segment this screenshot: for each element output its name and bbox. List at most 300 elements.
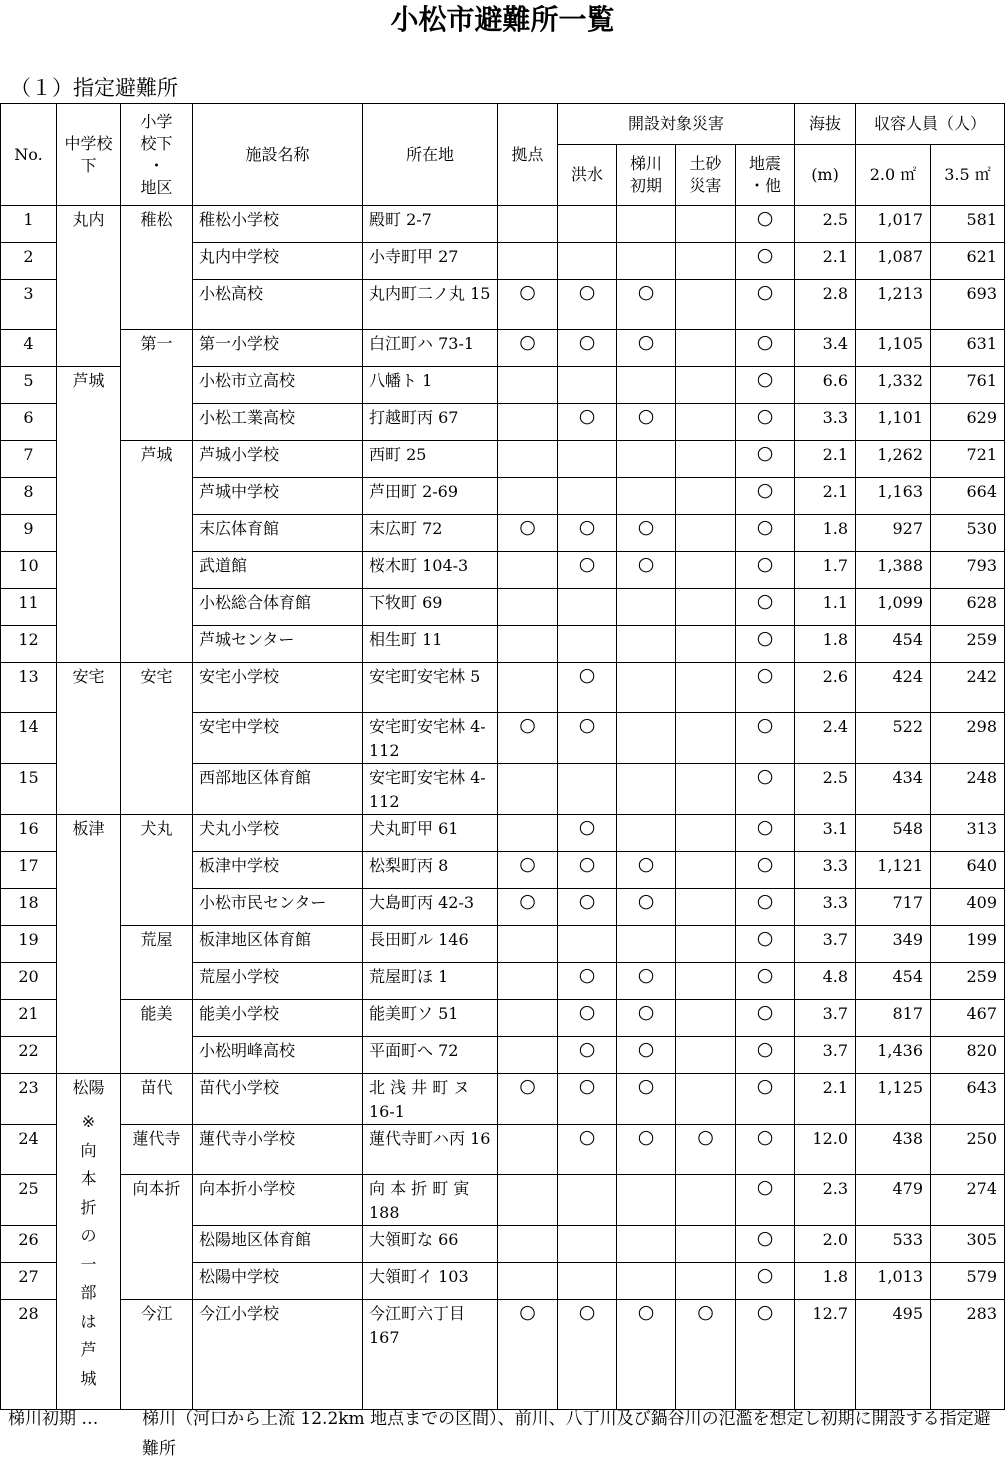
- table-row: [1, 330, 1005, 367]
- mark-quake: ○: [736, 1074, 795, 1125]
- mark-quake: ○: [736, 1300, 795, 1410]
- mark-base: ○: [498, 330, 558, 367]
- mark-kake: ○: [617, 889, 676, 926]
- mark-flood: [558, 243, 617, 280]
- altitude: 3.1: [795, 815, 856, 852]
- mark-quake: ○: [736, 367, 795, 404]
- mark-kake: [617, 1175, 676, 1226]
- mark-kake: ○: [617, 963, 676, 1000]
- mark-base: [498, 1175, 558, 1226]
- mark-kake: ○: [617, 1037, 676, 1074]
- facility-name: 能美小学校: [193, 1000, 363, 1037]
- capacity-2m: 1,087: [856, 243, 931, 280]
- mark-kake: ○: [617, 515, 676, 552]
- capacity-2m: 1,017: [856, 206, 931, 243]
- mark-quake: ○: [736, 441, 795, 478]
- mark-base: [498, 926, 558, 963]
- row-no: 20: [1, 963, 57, 1000]
- mark-kake: ○: [617, 280, 676, 330]
- altitude: 3.3: [795, 889, 856, 926]
- row-no: 8: [1, 478, 57, 515]
- capacity-35m: 761: [931, 367, 1005, 404]
- mark-base: [498, 1125, 558, 1175]
- mark-sand: [676, 852, 736, 889]
- capacity-2m: 349: [856, 926, 931, 963]
- mark-sand: [676, 404, 736, 441]
- facility-address: 大島町丙 42-3: [363, 889, 498, 926]
- capacity-35m: 250: [931, 1125, 1005, 1175]
- facility-name: 松陽中学校: [193, 1263, 363, 1300]
- capacity-35m: 640: [931, 852, 1005, 889]
- mark-flood: [558, 926, 617, 963]
- mark-base: [498, 552, 558, 589]
- mark-quake: ○: [736, 1175, 795, 1226]
- mark-flood: ○: [558, 963, 617, 1000]
- facility-address: 西町 25: [363, 441, 498, 478]
- mark-base: ○: [498, 1074, 558, 1125]
- capacity-35m: 298: [931, 713, 1005, 764]
- row-no: 19: [1, 926, 57, 963]
- mark-quake: ○: [736, 926, 795, 963]
- mark-flood: ○: [558, 852, 617, 889]
- capacity-2m: 1,101: [856, 404, 931, 441]
- facility-address: 芦田町 2-69: [363, 478, 498, 515]
- mark-sand: [676, 626, 736, 663]
- capacity-35m: 628: [931, 589, 1005, 626]
- mark-flood: [558, 1263, 617, 1300]
- mark-flood: ○: [558, 889, 617, 926]
- elementary-school-cell: 安宅: [121, 663, 193, 815]
- row-no: 11: [1, 589, 57, 626]
- elementary-school-cell: 能美: [121, 1000, 193, 1074]
- facility-address: 打越町丙 67: [363, 404, 498, 441]
- facility-name: 末広体育館: [193, 515, 363, 552]
- mark-sand: ○: [676, 1125, 736, 1175]
- facility-address: 犬丸町甲 61: [363, 815, 498, 852]
- capacity-2m: 1,388: [856, 552, 931, 589]
- middle-school-note: [57, 1108, 120, 1393]
- mark-quake: ○: [736, 889, 795, 926]
- capacity-2m: 817: [856, 1000, 931, 1037]
- mark-kake: [617, 441, 676, 478]
- capacity-2m: 1,121: [856, 852, 931, 889]
- header-flood: 洪水: [558, 145, 617, 206]
- altitude: 2.4: [795, 713, 856, 764]
- note-char: 本: [80, 1169, 97, 1188]
- mark-kake: [617, 764, 676, 815]
- facility-address: 荒屋町ほ 1: [363, 963, 498, 1000]
- altitude: 3.4: [795, 330, 856, 367]
- capacity-2m: 927: [856, 515, 931, 552]
- mark-sand: ○: [676, 1300, 736, 1410]
- middle-school-cell: 安宅: [57, 663, 121, 815]
- capacity-35m: 274: [931, 1175, 1005, 1226]
- altitude: 1.8: [795, 515, 856, 552]
- row-no: 18: [1, 889, 57, 926]
- mark-flood: ○: [558, 404, 617, 441]
- mark-quake: ○: [736, 589, 795, 626]
- header-no: No.: [1, 104, 57, 206]
- row-no: 12: [1, 626, 57, 663]
- mark-kake: ○: [617, 1000, 676, 1037]
- elementary-school-cell: 蓮代寺: [121, 1125, 193, 1175]
- header-middle-school: 中学校下: [57, 104, 121, 206]
- mark-kake: ○: [617, 1300, 676, 1410]
- row-no: 9: [1, 515, 57, 552]
- capacity-2m: 479: [856, 1175, 931, 1226]
- header-earthquake: 地震 ・他: [736, 145, 795, 206]
- mark-kake: [617, 815, 676, 852]
- mark-sand: [676, 663, 736, 713]
- mark-kake: [617, 478, 676, 515]
- capacity-35m: 259: [931, 963, 1005, 1000]
- capacity-2m: 434: [856, 764, 931, 815]
- mark-quake: ○: [736, 515, 795, 552]
- facility-address: 丸内町二ノ丸 15: [363, 280, 498, 330]
- facility-address: 相生町 11: [363, 626, 498, 663]
- row-no: 1: [1, 206, 57, 243]
- mark-sand: [676, 552, 736, 589]
- mark-base: ○: [498, 280, 558, 330]
- mark-flood: [558, 441, 617, 478]
- row-no: 16: [1, 815, 57, 852]
- row-no: 23: [1, 1074, 57, 1125]
- capacity-35m: 409: [931, 889, 1005, 926]
- mark-sand: [676, 926, 736, 963]
- facility-name: 小松総合体育館: [193, 589, 363, 626]
- mark-flood: ○: [558, 330, 617, 367]
- row-no: 24: [1, 1125, 57, 1175]
- capacity-35m: 305: [931, 1226, 1005, 1263]
- elementary-school-cell: 苗代: [121, 1074, 193, 1125]
- header-cap-2m: 2.0 ㎡: [856, 145, 931, 206]
- mark-sand: [676, 515, 736, 552]
- capacity-2m: 1,163: [856, 478, 931, 515]
- row-no: 4: [1, 330, 57, 367]
- section-heading: （１）指定避難所: [10, 76, 178, 100]
- note-char: 芦: [80, 1340, 97, 1359]
- mark-kake: [617, 626, 676, 663]
- mark-quake: ○: [736, 963, 795, 1000]
- capacity-35m: 820: [931, 1037, 1005, 1074]
- altitude: 1.8: [795, 626, 856, 663]
- mark-base: [498, 478, 558, 515]
- mark-flood: ○: [558, 663, 617, 713]
- mark-base: [498, 441, 558, 478]
- mark-flood: [558, 367, 617, 404]
- table-row: [1, 1074, 1005, 1125]
- capacity-2m: 717: [856, 889, 931, 926]
- footnote-key: 梯川初期 …: [8, 1409, 99, 1429]
- facility-address: 松梨町丙 8: [363, 852, 498, 889]
- table-row: [1, 441, 1005, 478]
- mark-quake: ○: [736, 852, 795, 889]
- capacity-35m: 248: [931, 764, 1005, 815]
- mark-flood: ○: [558, 280, 617, 330]
- mark-base: [498, 404, 558, 441]
- mark-quake: ○: [736, 1263, 795, 1300]
- facility-name: 丸内中学校: [193, 243, 363, 280]
- row-no: 25: [1, 1175, 57, 1226]
- facility-name: 芦城センター: [193, 626, 363, 663]
- mark-base: ○: [498, 889, 558, 926]
- mark-base: [498, 589, 558, 626]
- row-no: 26: [1, 1226, 57, 1263]
- mark-quake: ○: [736, 478, 795, 515]
- facility-name: 小松高校: [193, 280, 363, 330]
- mark-quake: ○: [736, 1000, 795, 1037]
- facility-address: 能美町ソ 51: [363, 1000, 498, 1037]
- header-address: 所在地: [363, 104, 498, 206]
- mark-sand: [676, 1000, 736, 1037]
- facility-address: 桜木町 104-3: [363, 552, 498, 589]
- capacity-2m: 1,262: [856, 441, 931, 478]
- row-no: 14: [1, 713, 57, 764]
- mark-quake: ○: [736, 404, 795, 441]
- note-char: 部: [80, 1283, 97, 1302]
- mark-sand: [676, 1175, 736, 1226]
- capacity-35m: 530: [931, 515, 1005, 552]
- capacity-35m: 242: [931, 663, 1005, 713]
- altitude: 2.1: [795, 1074, 856, 1125]
- capacity-35m: 259: [931, 626, 1005, 663]
- facility-address: 殿町 2-7: [363, 206, 498, 243]
- mark-sand: [676, 764, 736, 815]
- elementary-school-cell: 向本折: [121, 1175, 193, 1300]
- mark-flood: ○: [558, 815, 617, 852]
- facility-name: 安宅小学校: [193, 663, 363, 713]
- mark-base: [498, 663, 558, 713]
- mark-base: [498, 1037, 558, 1074]
- mark-quake: ○: [736, 552, 795, 589]
- mark-quake: ○: [736, 713, 795, 764]
- header-facility: 施設名称: [193, 104, 363, 206]
- header-elementary-school: 小学 校下 ・ 地区: [121, 104, 193, 206]
- mark-sand: [676, 713, 736, 764]
- mark-base: [498, 1226, 558, 1263]
- facility-name: 向本折小学校: [193, 1175, 363, 1226]
- header-altitude: 海抜: [795, 104, 856, 145]
- capacity-2m: 1,105: [856, 330, 931, 367]
- altitude: 2.3: [795, 1175, 856, 1226]
- mark-base: ○: [498, 713, 558, 764]
- facility-name: 板津中学校: [193, 852, 363, 889]
- row-no: 13: [1, 663, 57, 713]
- table-row: [1, 1000, 1005, 1037]
- mark-kake: [617, 663, 676, 713]
- mark-base: [498, 815, 558, 852]
- altitude: 2.0: [795, 1226, 856, 1263]
- capacity-35m: 631: [931, 330, 1005, 367]
- altitude: 2.1: [795, 243, 856, 280]
- altitude: 2.5: [795, 764, 856, 815]
- capacity-35m: 721: [931, 441, 1005, 478]
- capacity-2m: 533: [856, 1226, 931, 1263]
- note-char: 向: [80, 1140, 97, 1160]
- facility-name: 小松市立高校: [193, 367, 363, 404]
- row-no: 15: [1, 764, 57, 815]
- mark-flood: ○: [558, 552, 617, 589]
- row-no: 22: [1, 1037, 57, 1074]
- row-no: 5: [1, 367, 57, 404]
- facility-address: 北 浅 井 町 ヌ 16-1: [363, 1074, 498, 1125]
- mark-kake: [617, 367, 676, 404]
- mark-flood: ○: [558, 1300, 617, 1410]
- elementary-school-cell: 荒屋: [121, 926, 193, 1000]
- facility-address: 安宅町安宅林 4-112: [363, 764, 498, 815]
- capacity-35m: 643: [931, 1074, 1005, 1125]
- mark-kake: [617, 243, 676, 280]
- capacity-2m: 1,125: [856, 1074, 931, 1125]
- mark-quake: ○: [736, 1226, 795, 1263]
- facility-address: 今江町六丁目 167: [363, 1300, 498, 1410]
- mark-base: [498, 963, 558, 1000]
- header-kakehashi: 梯川 初期: [617, 145, 676, 206]
- note-char: 折: [80, 1197, 97, 1217]
- mark-sand: [676, 478, 736, 515]
- altitude: 4.8: [795, 963, 856, 1000]
- capacity-2m: 1,213: [856, 280, 931, 330]
- mark-kake: [617, 589, 676, 626]
- altitude: 3.3: [795, 852, 856, 889]
- mark-base: [498, 367, 558, 404]
- facility-address: 小寺町甲 27: [363, 243, 498, 280]
- mark-sand: [676, 280, 736, 330]
- elementary-school-cell: 芦城: [121, 441, 193, 663]
- middle-school-cell: 板津: [57, 815, 121, 1074]
- mark-base: [498, 764, 558, 815]
- capacity-35m: 467: [931, 1000, 1005, 1037]
- mark-sand: [676, 963, 736, 1000]
- altitude: 12.7: [795, 1300, 856, 1410]
- capacity-35m: 664: [931, 478, 1005, 515]
- altitude: 2.6: [795, 663, 856, 713]
- facility-address: 平面町へ 72: [363, 1037, 498, 1074]
- altitude: 2.8: [795, 280, 856, 330]
- mark-kake: [617, 206, 676, 243]
- footnote-text: 梯川（河口から上流 12.2km 地点までの区間）、前川、八丁川及び鍋谷川の氾濫を想定し初期に開設する指定避難所: [142, 1409, 991, 1459]
- mark-quake: ○: [736, 764, 795, 815]
- capacity-35m: 199: [931, 926, 1005, 963]
- note-char: 一: [80, 1254, 97, 1274]
- mark-quake: ○: [736, 663, 795, 713]
- mark-base: [498, 626, 558, 663]
- mark-kake: [617, 1263, 676, 1300]
- mark-base: [498, 1263, 558, 1300]
- note-char: ※: [81, 1112, 96, 1131]
- capacity-2m: 454: [856, 626, 931, 663]
- row-no: 28: [1, 1300, 57, 1410]
- mark-flood: [558, 206, 617, 243]
- mark-flood: [558, 1175, 617, 1226]
- facility-name: 小松工業高校: [193, 404, 363, 441]
- facility-name: 芦城中学校: [193, 478, 363, 515]
- altitude: 1.7: [795, 552, 856, 589]
- mark-sand: [676, 330, 736, 367]
- table-row: [1, 1175, 1005, 1226]
- mark-flood: ○: [558, 515, 617, 552]
- altitude: 1.1: [795, 589, 856, 626]
- mark-sand: [676, 589, 736, 626]
- mark-flood: [558, 589, 617, 626]
- mark-flood: [558, 764, 617, 815]
- capacity-2m: 495: [856, 1300, 931, 1410]
- facility-name: 武道館: [193, 552, 363, 589]
- capacity-2m: 424: [856, 663, 931, 713]
- facility-name: 苗代小学校: [193, 1074, 363, 1125]
- mark-flood: ○: [558, 1074, 617, 1125]
- mark-kake: [617, 1226, 676, 1263]
- note-char: は: [80, 1311, 97, 1331]
- capacity-35m: 621: [931, 243, 1005, 280]
- header-cap-35m: 3.5 ㎡: [931, 145, 1005, 206]
- facility-name: 荒屋小学校: [193, 963, 363, 1000]
- table-row: [1, 663, 1005, 713]
- capacity-2m: 438: [856, 1125, 931, 1175]
- mark-base: [498, 243, 558, 280]
- capacity-35m: 579: [931, 1263, 1005, 1300]
- mark-sand: [676, 441, 736, 478]
- header-altitude-unit: (m): [795, 145, 856, 206]
- altitude: 2.1: [795, 441, 856, 478]
- row-no: 17: [1, 852, 57, 889]
- table-row: [1, 206, 1005, 243]
- facility-name: 犬丸小学校: [193, 815, 363, 852]
- mark-sand: [676, 367, 736, 404]
- altitude: 3.7: [795, 1037, 856, 1074]
- row-no: 27: [1, 1263, 57, 1300]
- mark-sand: [676, 206, 736, 243]
- mark-quake: ○: [736, 1125, 795, 1175]
- mark-kake: ○: [617, 404, 676, 441]
- capacity-35m: 283: [931, 1300, 1005, 1410]
- facility-name: 板津地区体育館: [193, 926, 363, 963]
- row-no: 3: [1, 280, 57, 330]
- mark-quake: ○: [736, 330, 795, 367]
- row-no: 21: [1, 1000, 57, 1037]
- facility-address: 安宅町安宅林 5: [363, 663, 498, 713]
- capacity-2m: 522: [856, 713, 931, 764]
- mark-flood: [558, 478, 617, 515]
- capacity-2m: 1,332: [856, 367, 931, 404]
- middle-school-name: 松陽: [72, 1078, 105, 1097]
- elementary-school-cell: 犬丸: [121, 815, 193, 926]
- elementary-school-cell: 今江: [121, 1300, 193, 1410]
- facility-address: 大領町な 66: [363, 1226, 498, 1263]
- mark-flood: ○: [558, 1037, 617, 1074]
- mark-sand: [676, 243, 736, 280]
- altitude: 3.7: [795, 1000, 856, 1037]
- mark-sand: [676, 1037, 736, 1074]
- mark-kake: [617, 713, 676, 764]
- mark-kake: ○: [617, 330, 676, 367]
- mark-quake: ○: [736, 243, 795, 280]
- shelter-table: [0, 103, 1005, 1410]
- facility-address: 蓮代寺町ハ丙 16: [363, 1125, 498, 1175]
- facility-address: 長田町ル 146: [363, 926, 498, 963]
- mark-sand: [676, 815, 736, 852]
- capacity-2m: 454: [856, 963, 931, 1000]
- middle-school-cell: [57, 1074, 121, 1410]
- row-no: 2: [1, 243, 57, 280]
- mark-flood: ○: [558, 1000, 617, 1037]
- altitude: 2.5: [795, 206, 856, 243]
- mark-sand: [676, 1226, 736, 1263]
- header-disaster-group: 開設対象災害: [558, 104, 795, 145]
- mark-flood: [558, 1226, 617, 1263]
- mark-sand: [676, 1263, 736, 1300]
- mark-sand: [676, 1074, 736, 1125]
